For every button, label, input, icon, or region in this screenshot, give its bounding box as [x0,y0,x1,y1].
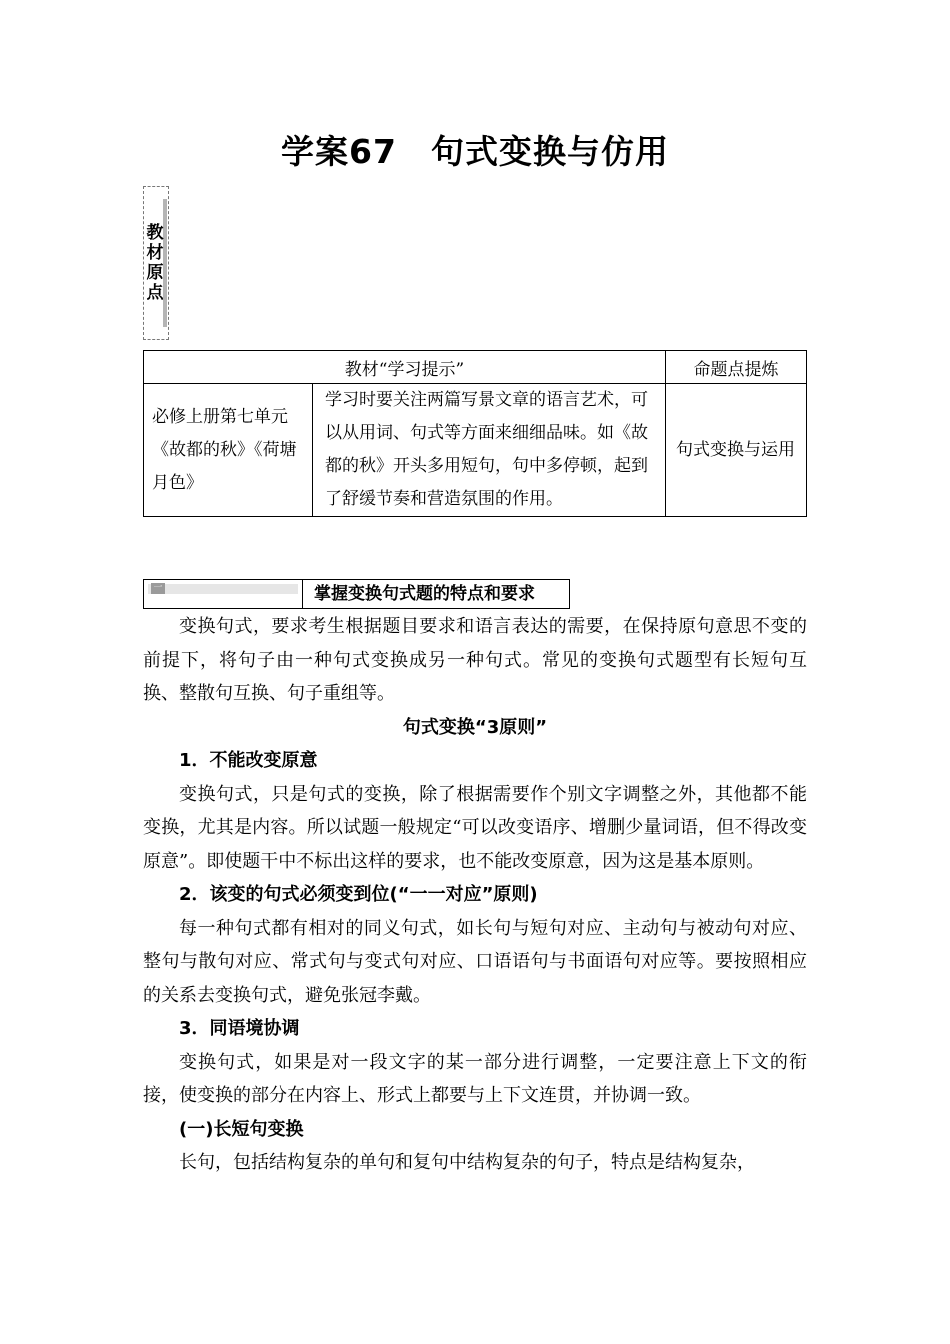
table-header-point: 命题点提炼 [666,351,807,384]
principle-1-text: 变换句式，只是句式的变换，除了根据需要作个别文字调整之外，其他都不能变换，尤其是内容。所以试题一般规定“可以改变语序、增删少量词语，但不得改变原意”。即使题干中不标出这样的要求，也不能改变原意，因为这是基本原则。 [143,783,807,872]
principle-2-heading: 2．该变的句式必须变到位(“一一对应”原则) [179,884,538,905]
paragraph-intro: 变换句式，要求考生根据题目要求和语言表达的需要，在保持原句意思不变的前提下，将句子由一种句式变换成另一种句式。常见的变换句式题型有长短句互换、整散句互换、句子重组等。 [143,616,807,704]
principle-3-heading: 3．同语境协调 [179,1018,300,1039]
side-tag [143,186,169,340]
subsection-heading: (一)长短句变换 [179,1118,304,1140]
side-tag-label: 教材原点 [146,223,164,303]
body-text [143,610,807,1180]
subheading-principles: 句式变换“3原则” [402,716,548,738]
principle-3-text: 变换句式，如果是对一段文字的某一部分进行调整，一定要注意上下文的衔接，使变换的部分在内容上、形式上都要与上下文连贯，并协调一致。 [143,1051,807,1106]
table-header-row [144,351,807,384]
table-cell-point: 句式变换与运用 [666,384,807,517]
section-heading: 掌握变换句式题的特点和要求 [314,584,535,604]
table-row [144,384,807,517]
principle-1-heading: 1．不能改变原意 [179,750,318,771]
table-cell-source: 必修上册第七单元《故都的秋》《荷塘月色》 [144,384,313,517]
principle-2-text: 每一种句式都有相对的同义句式，如长句与短句对应、主动句与被动句对应、整句与散句对应、常式句与变式句对应、口语语句与书面语句对应等。要按照相应的关系去变换句式，避免张冠李戴。 [143,917,807,1006]
page-title: 学案67 句式变换与仿用 [281,132,669,171]
section-shade [148,584,298,594]
section-heading-box [143,579,570,609]
section-number-box [144,580,303,608]
study-table [143,350,807,517]
section-number: 一 [151,583,165,594]
paragraph-long-sentence: 长句，包括结构复杂的单句和复句中结构复杂的句子，特点是结构复杂， [179,1152,755,1173]
table-header-tip: 教材“学习提示” [144,351,666,384]
table-cell-tip: 学习时要关注两篇写景文章的语言艺术，可以从用词、句式等方面来细细品味。如《故都的秋》开头多用短句，句中多停顿，起到了舒缓节奏和营造氛围的作用。 [313,384,666,517]
